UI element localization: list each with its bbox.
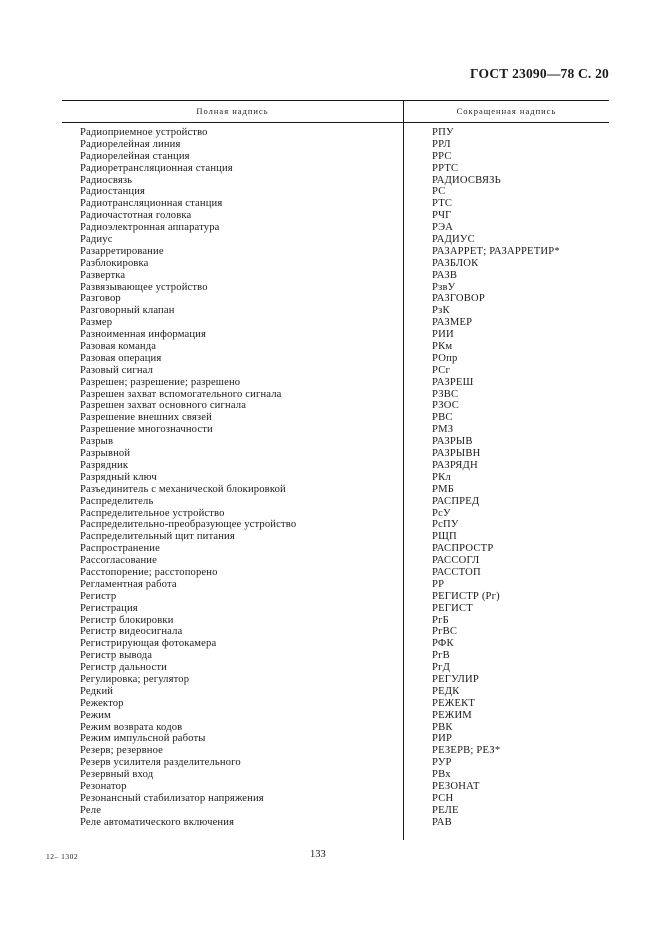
abbreviation-cell: РВС xyxy=(432,412,453,424)
table-row xyxy=(0,579,661,591)
full-name-cell: Резонатор xyxy=(80,780,127,792)
abbreviation-cell: РЕЖЕКТ xyxy=(432,697,476,709)
full-name-cell: Редкий xyxy=(80,685,114,697)
table-row xyxy=(0,305,661,317)
table-row xyxy=(0,270,661,282)
abbreviation-cell: РЕЖИМ xyxy=(432,709,472,721)
abbreviation-cell: РАЗМЕР xyxy=(432,317,473,329)
full-name-cell: Разарретирование xyxy=(80,245,164,257)
full-name-cell: Распределительно-преобразующее устройство xyxy=(80,519,297,531)
table-row xyxy=(0,638,661,650)
table-row xyxy=(0,163,661,175)
abbreviation-cell: РзК xyxy=(432,305,450,317)
table-row xyxy=(0,234,661,246)
abbreviation-cell: РЕЛЕ xyxy=(432,804,459,816)
full-name-cell: Размер xyxy=(80,317,113,329)
table-row xyxy=(0,508,661,520)
table-row xyxy=(0,258,661,270)
abbreviation-cell: РУР xyxy=(432,757,452,769)
table-row xyxy=(0,460,661,472)
full-name-cell: Режектор xyxy=(80,697,124,709)
table-row xyxy=(0,186,661,198)
full-name-cell: Регулировка; регулятор xyxy=(80,673,190,685)
abbreviation-cell: РЧГ xyxy=(432,210,452,222)
abbreviation-cell: РЕГУЛИР xyxy=(432,673,479,685)
full-name-cell: Разрядник xyxy=(80,459,129,471)
full-name-cell: Радиорелейная станция xyxy=(80,150,190,162)
full-name-cell: Радиоэлектронная аппаратура xyxy=(80,222,220,234)
full-name-cell: Регистр дальности xyxy=(80,662,167,674)
full-name-cell: Регистрирующая фотокамера xyxy=(80,638,217,650)
full-name-cell: Разрешение внешних связей xyxy=(80,412,212,424)
abbreviation-table xyxy=(0,127,661,829)
table-row xyxy=(0,127,661,139)
table-row xyxy=(0,626,661,638)
abbreviation-cell: РРТС xyxy=(432,162,459,174)
full-name-cell: Разрешен захват основного сигнала xyxy=(80,400,247,412)
abbreviation-cell: РВх xyxy=(432,769,451,781)
abbreviation-cell: РАЗАРРЕТ; РАЗАРРЕТИР* xyxy=(432,245,560,257)
abbreviation-cell: РПУ xyxy=(432,127,454,138)
abbreviation-cell: РАЗБЛОК xyxy=(432,257,479,269)
table-row xyxy=(0,210,661,222)
column-header-abbr: Сокращенная надпись xyxy=(456,106,557,116)
table-row xyxy=(0,496,661,508)
full-name-cell: Реле автоматического включения xyxy=(80,816,235,828)
full-name-cell: Разовый сигнал xyxy=(80,364,154,376)
abbreviation-cell: РзвУ xyxy=(432,281,456,293)
full-name-cell: Разблокировка xyxy=(80,257,149,269)
table-row xyxy=(0,686,661,698)
print-code: 12– 1302 xyxy=(46,852,79,861)
table-row xyxy=(0,769,661,781)
abbreviation-cell: РАЗРЯДН xyxy=(432,459,478,471)
abbreviation-cell: РРЛ xyxy=(432,138,451,150)
abbreviation-cell: РКл xyxy=(432,471,451,483)
abbreviation-cell: РЕЗОНАТ xyxy=(432,780,480,792)
abbreviation-cell: РИР xyxy=(432,733,453,745)
abbreviation-cell: РгВ xyxy=(432,650,450,662)
abbreviation-cell: РЕЗЕРВ; РЕЗ* xyxy=(432,745,501,757)
full-name-cell: Разрядный ключ xyxy=(80,471,157,483)
abbreviation-cell: РгВС xyxy=(432,626,458,638)
abbreviation-cell: РсУ xyxy=(432,507,451,519)
abbreviation-cell: РМБ xyxy=(432,483,454,495)
table-row xyxy=(0,567,661,579)
full-name-cell: Распределительное устройство xyxy=(80,507,225,519)
table-row xyxy=(0,722,661,734)
abbreviation-cell: РРС xyxy=(432,150,452,162)
abbreviation-cell: РСг xyxy=(432,364,451,376)
table-row xyxy=(0,615,661,627)
full-name-cell: Разовая команда xyxy=(80,341,157,353)
table-row xyxy=(0,650,661,662)
table-row xyxy=(0,436,661,448)
table-row xyxy=(0,674,661,686)
table-row xyxy=(0,246,661,258)
full-name-cell: Резерв усилителя разделительного xyxy=(80,757,241,769)
abbreviation-cell: РЕГИСТР (Рг) xyxy=(432,590,500,602)
full-name-cell: Разговорный клапан xyxy=(80,305,175,317)
abbreviation-cell: РЩП xyxy=(432,531,457,543)
abbreviation-cell: РАЗРЫВ xyxy=(432,436,473,448)
abbreviation-cell: РС xyxy=(432,186,446,198)
abbreviation-cell: РАЗГОВОР xyxy=(432,293,485,305)
full-name-cell: Радиотрансляционная станция xyxy=(80,198,223,210)
full-name-cell: Радиорелейная линия xyxy=(80,138,181,150)
abbreviation-cell: РАВ xyxy=(432,816,452,828)
full-name-cell: Радиоприемное устройство xyxy=(80,127,208,138)
abbreviation-cell: РЕДК xyxy=(432,685,460,697)
table-row xyxy=(0,591,661,603)
full-name-cell: Разовая операция xyxy=(80,352,162,364)
abbreviation-cell: РЭА xyxy=(432,222,454,234)
table-row xyxy=(0,781,661,793)
full-name-cell: Разрыв xyxy=(80,436,114,448)
abbreviation-cell: РАССОГЛ xyxy=(432,555,480,567)
abbreviation-cell: РЗВС xyxy=(432,388,459,400)
full-name-cell: Распределительный щит питания xyxy=(80,531,235,543)
table-row xyxy=(0,353,661,365)
table-row xyxy=(0,365,661,377)
full-name-cell: Резерв; резервное xyxy=(80,745,164,757)
abbreviation-cell: РгД xyxy=(432,662,451,674)
table-row xyxy=(0,603,661,615)
table-row xyxy=(0,472,661,484)
abbreviation-cell: РАЗВ xyxy=(432,269,458,281)
full-name-cell: Расстопорение; расстопорено xyxy=(80,566,218,578)
full-name-cell: Регламентная работа xyxy=(80,578,177,590)
table-row xyxy=(0,424,661,436)
full-name-cell: Развязывающее устройство xyxy=(80,281,208,293)
table-row xyxy=(0,793,661,805)
table-row xyxy=(0,484,661,496)
full-name-cell: Разрешение многозначности xyxy=(80,424,213,436)
table-row xyxy=(0,531,661,543)
table-row xyxy=(0,448,661,460)
full-name-cell: Распространение xyxy=(80,543,160,555)
full-name-cell: Разговор xyxy=(80,293,121,305)
full-name-cell: Регистр видеосигнала xyxy=(80,626,183,638)
table-row xyxy=(0,377,661,389)
table-row xyxy=(0,389,661,401)
full-name-cell: Режим импульсной работы xyxy=(80,733,206,745)
table-row xyxy=(0,412,661,424)
abbreviation-cell: РИИ xyxy=(432,329,454,341)
table-row xyxy=(0,151,661,163)
table-top-rule xyxy=(62,100,609,101)
full-name-cell: Развертка xyxy=(80,269,126,281)
table-row xyxy=(0,757,661,769)
full-name-cell: Рассогласование xyxy=(80,555,157,567)
full-name-cell: Резервный вход xyxy=(80,769,154,781)
table-row xyxy=(0,698,661,710)
full-name-cell: Радиус xyxy=(80,234,113,246)
full-name-cell: Режим возврата кодов xyxy=(80,721,183,733)
table-row xyxy=(0,175,661,187)
table-row xyxy=(0,282,661,294)
table-row xyxy=(0,817,661,829)
abbreviation-cell: РР xyxy=(432,578,445,590)
abbreviation-cell: РАСПРОСТР xyxy=(432,543,494,555)
full-name-cell: Режим xyxy=(80,709,111,721)
abbreviation-cell: РЕГИСТ xyxy=(432,602,473,614)
abbreviation-cell: РФК xyxy=(432,638,454,650)
table-row xyxy=(0,710,661,722)
abbreviation-cell: РсПУ xyxy=(432,519,459,531)
full-name-cell: Резонансный стабилизатор напряжения xyxy=(80,792,264,804)
abbreviation-cell: РМЗ xyxy=(432,424,454,436)
table-row xyxy=(0,317,661,329)
table-row xyxy=(0,222,661,234)
table-row xyxy=(0,733,661,745)
table-row xyxy=(0,329,661,341)
table-row xyxy=(0,519,661,531)
abbreviation-cell: РАСПРЕД xyxy=(432,495,480,507)
full-name-cell: Реле xyxy=(80,804,102,816)
abbreviation-cell: РАДИУС xyxy=(432,234,475,246)
full-name-cell: Распределитель xyxy=(80,495,154,507)
abbreviation-cell: РКм xyxy=(432,341,453,353)
table-header-rule xyxy=(62,122,609,123)
full-name-cell: Разрешен; разрешение; разрешено xyxy=(80,376,241,388)
table-row xyxy=(0,341,661,353)
abbreviation-cell: РгБ xyxy=(432,614,449,626)
abbreviation-cell: РСН xyxy=(432,792,454,804)
full-name-cell: Разноименная информация xyxy=(80,329,207,341)
table-row xyxy=(0,555,661,567)
table-row xyxy=(0,745,661,757)
page-number: 133 xyxy=(310,849,326,860)
full-name-cell: Регистр xyxy=(80,590,117,602)
abbreviation-cell: РАССТОП xyxy=(432,566,481,578)
full-name-cell: Разрешен захват вспомогательного сигнала xyxy=(80,388,282,400)
column-header-full: Полная надпись xyxy=(196,106,269,116)
full-name-cell: Регистр вывода xyxy=(80,650,153,662)
full-name-cell: Радиочастотная головка xyxy=(80,210,192,222)
table-row xyxy=(0,139,661,151)
table-row xyxy=(0,400,661,412)
abbreviation-cell: РВК xyxy=(432,721,453,733)
table-row xyxy=(0,805,661,817)
full-name-cell: Радиоретрансляционная станция xyxy=(80,162,233,174)
full-name-cell: Регистрация xyxy=(80,602,138,614)
abbreviation-cell: РАЗРЕШ xyxy=(432,376,474,388)
full-name-cell: Разъединитель с механической блокировкой xyxy=(80,483,286,495)
full-name-cell: Разрывной xyxy=(80,448,131,460)
abbreviation-cell: РАЗРЫВН xyxy=(432,448,481,460)
abbreviation-cell: РТС xyxy=(432,198,453,210)
table-row xyxy=(0,198,661,210)
full-name-cell: Радиосвязь xyxy=(80,174,133,186)
abbreviation-cell: РЗОС xyxy=(432,400,459,412)
page-header: ГОСТ 23090—78 С. 20 xyxy=(470,66,609,81)
table-row xyxy=(0,662,661,674)
full-name-cell: Радиостанция xyxy=(80,186,146,198)
abbreviation-cell: РАДИОСВЯЗЬ xyxy=(432,174,501,186)
abbreviation-cell: РОпр xyxy=(432,352,458,364)
table-row xyxy=(0,293,661,305)
table-row xyxy=(0,543,661,555)
full-name-cell: Регистр блокировки xyxy=(80,614,174,626)
